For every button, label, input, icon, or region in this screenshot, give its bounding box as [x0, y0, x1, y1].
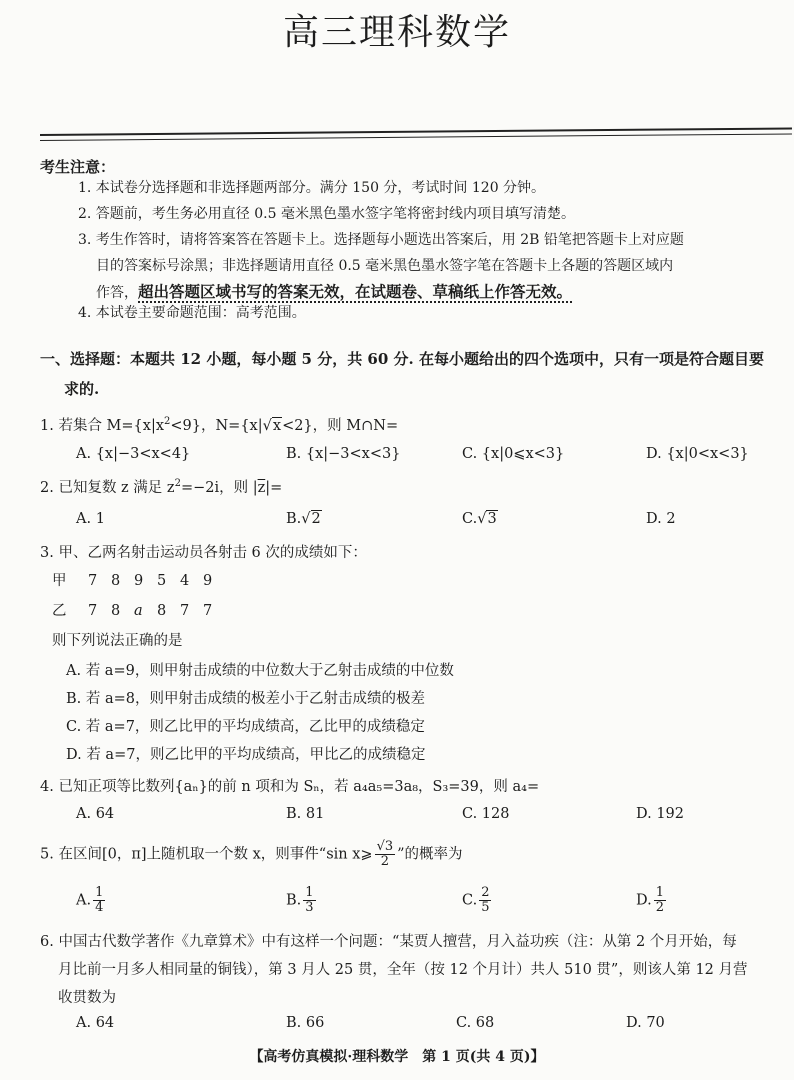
q5-d-pre: D.: [636, 892, 652, 909]
notice-item-2: 2. 答题前，考生务必用直径 0.5 毫米黑色墨水签字笔将密封线内项目填写清楚。: [78, 206, 575, 222]
q5-a-frac: [93, 886, 105, 915]
q5-a-pre: A.: [76, 892, 92, 909]
question-6-line-3: 收贯数为: [58, 990, 116, 1006]
q5-fraction: [375, 840, 396, 869]
q3-option-b: B. 若 a=8，则甲射击成绩的极差小于乙射击成绩的极差: [66, 691, 426, 707]
q5-c-num: 2: [481, 885, 490, 900]
q5-b-num: 1: [305, 885, 314, 900]
page-title: 高三理科数学: [282, 12, 511, 53]
section-1-line-1: 一、选择题：本题共 12 小题，每小题 5 分，共 60 分. 在每小题给出的四个选项中，只有一项是符合题目要: [40, 350, 764, 368]
notice-item-3b: 目的答案标号涂黑；非选择题请用直径 0.5 毫米黑色墨水签字笔在答题卡上各题的答题区域内: [96, 258, 674, 274]
q5-option-c: [462, 886, 493, 915]
notice-item-3c-pre: 作答，: [96, 285, 138, 301]
notice-item-3c-bold: 超出答题区域书写的答案无效，在试题卷、草稿纸上作答无效。: [138, 283, 573, 301]
q2-option-c: C.√3: [462, 511, 497, 527]
q3-option-a: A. 若 a=9，则甲射击成绩的中位数大于乙射击成绩的中位数: [66, 663, 454, 679]
q5-option-d: [636, 886, 668, 915]
q2-b-pre: B.: [286, 511, 302, 527]
q5-c-pre: C.: [462, 892, 478, 909]
question-6-line-2: 月比前一月多人相同量的铜钱），第 3 月人 25 贯，全年（按 12 个月计）共人 510 贯”，则该人第 12 月营: [58, 962, 748, 978]
q5-frac-num: √3: [376, 839, 394, 854]
section-1-line-2: 求的.: [64, 380, 100, 398]
q5-a-num: 1: [95, 885, 104, 900]
q3-row-jia: [52, 569, 226, 590]
q2-option-b: B.√2: [286, 511, 321, 527]
q2-option-d: D. 2: [646, 511, 676, 527]
q1-option-a: A. {x|−3<x<4}: [76, 446, 191, 462]
q2-c-pre: C.: [462, 511, 478, 527]
q5-option-a: [76, 886, 107, 915]
q6-option-b: B. 66: [286, 1015, 325, 1031]
section-1-header: [40, 344, 786, 404]
q3-row-yi: [52, 599, 226, 620]
q5-d-frac: [654, 886, 666, 915]
q4-option-a: A. 64: [76, 806, 115, 822]
q3-option-c: C. 若 a=7，则乙比甲的平均成绩高，乙比甲的成绩稳定: [66, 719, 425, 735]
q3-yi-cell: 7: [88, 603, 98, 619]
q5-b-pre: B.: [286, 892, 302, 909]
q2-stem-b: =−2i，则 |: [180, 480, 258, 496]
q6-option-a: A. 64: [76, 1015, 115, 1031]
q3-yi-cell: a: [134, 603, 143, 619]
q3-option-d: D. 若 a=7，则乙比甲的平均成绩高，甲比乙的成绩稳定: [66, 747, 426, 763]
q5-stem-b: ”的概率为: [397, 846, 463, 863]
q1-option-d: D. {x|0<x<3}: [646, 446, 749, 462]
q3-jia-cell: 4: [180, 573, 190, 589]
q1-stem-b: <9}，N={x|: [170, 418, 263, 434]
q5-frac-den: 2: [380, 854, 389, 869]
q5-c-den: 5: [481, 900, 490, 915]
q2-stem-a: 2. 已知复数 z 满足 z: [40, 480, 175, 496]
notice-heading: 考生注意：: [40, 158, 116, 176]
q3-row-yi-label: 乙: [52, 603, 67, 619]
q5-stem-a: 5. 在区间[0，π]上随机取一个数 x，则事件“sin x⩾: [40, 846, 373, 863]
q5-b-den: 3: [305, 900, 314, 915]
q1-sup: 2: [164, 416, 171, 428]
q6-option-d: D. 70: [626, 1015, 665, 1031]
page-footer: 【高考仿真模拟·理科数学 第 1 页(共 4 页)】: [249, 1049, 545, 1065]
q1-sqrt-arg: x: [272, 418, 282, 434]
notice-item-3a: 3. 考生作答时，请将答案答在答题卡上。选择题每小题选出答案后，用 2B 铅笔把答题卡上对应题: [78, 232, 684, 248]
q3-row-jia-label: 甲: [52, 573, 67, 589]
q6-option-c: C. 68: [456, 1015, 495, 1031]
question-5-stem: [40, 840, 463, 869]
q3-jia-cell: 9: [203, 573, 213, 589]
q3-yi-cell: 7: [180, 603, 190, 619]
q1-stem-a: 1. 若集合 M={x|x: [40, 418, 165, 434]
q5-d-den: 2: [655, 900, 664, 915]
question-1-stem: 1. 若集合 $M=\{x|x^2<9\}$，N={x|√x<2}，则 M∩N=: [40, 416, 399, 434]
q3-prompt: 则下列说法正确的是: [52, 633, 183, 649]
q1-stem-c: <2}，则 M∩N=: [282, 418, 399, 434]
notice-item-1: 1. 本试卷分选择题和非选择题两部分。满分 150 分，考试时间 120 分钟。: [78, 180, 546, 196]
q3-jia-cell: 9: [134, 573, 144, 589]
q5-d-num: 1: [655, 885, 664, 900]
question-3-stem: 3. 甲、乙两名射击运动员各射击 6 次的成绩如下：: [40, 545, 367, 561]
q5-b-frac: [303, 886, 315, 915]
q3-jia-cell: 7: [88, 573, 98, 589]
notice-item-4: 4. 本试卷主要命题范围：高考范围。: [78, 305, 306, 321]
q1-option-c: C. {x|0⩽x<3}: [462, 446, 565, 462]
q2-zbar: $\overline{z}$: [257, 480, 266, 496]
q2-option-a: A. 1: [76, 511, 105, 527]
q5-a-den: 4: [95, 900, 104, 915]
question-6-line-1: 6. 中国古代数学著作《九章算术》中有这样一个问题：“某贾人擅营，月入益功疾（注：从第 2 个月开始，每: [40, 934, 737, 950]
q3-jia-cell: 5: [157, 573, 167, 589]
q2-b-rad: 2: [311, 511, 321, 527]
q5-c-frac: [479, 886, 491, 915]
q2-sup: 2: [174, 478, 181, 490]
q3-yi-cell: 7: [203, 603, 213, 619]
q3-jia-cell: 8: [111, 573, 121, 589]
q3-yi-cell: 8: [111, 603, 121, 619]
q2-stem-c: |=: [265, 480, 283, 496]
question-4-stem: 4. 已知正项等比数列{aₙ}的前 n 项和为 Sₙ，若 a₄a₅=3a₈，S₃=39，则 a₄=: [40, 779, 540, 795]
question-2-stem: [40, 476, 282, 497]
q4-option-d: D. 192: [636, 806, 685, 822]
q2-c-rad: 3: [487, 511, 497, 527]
q5-option-b: [286, 886, 318, 915]
q3-yi-cell: 8: [157, 603, 167, 619]
q4-option-b: B. 81: [286, 806, 325, 822]
q4-option-c: C. 128: [462, 806, 510, 822]
q1-option-b: B. {x|−3<x<3}: [286, 446, 401, 462]
